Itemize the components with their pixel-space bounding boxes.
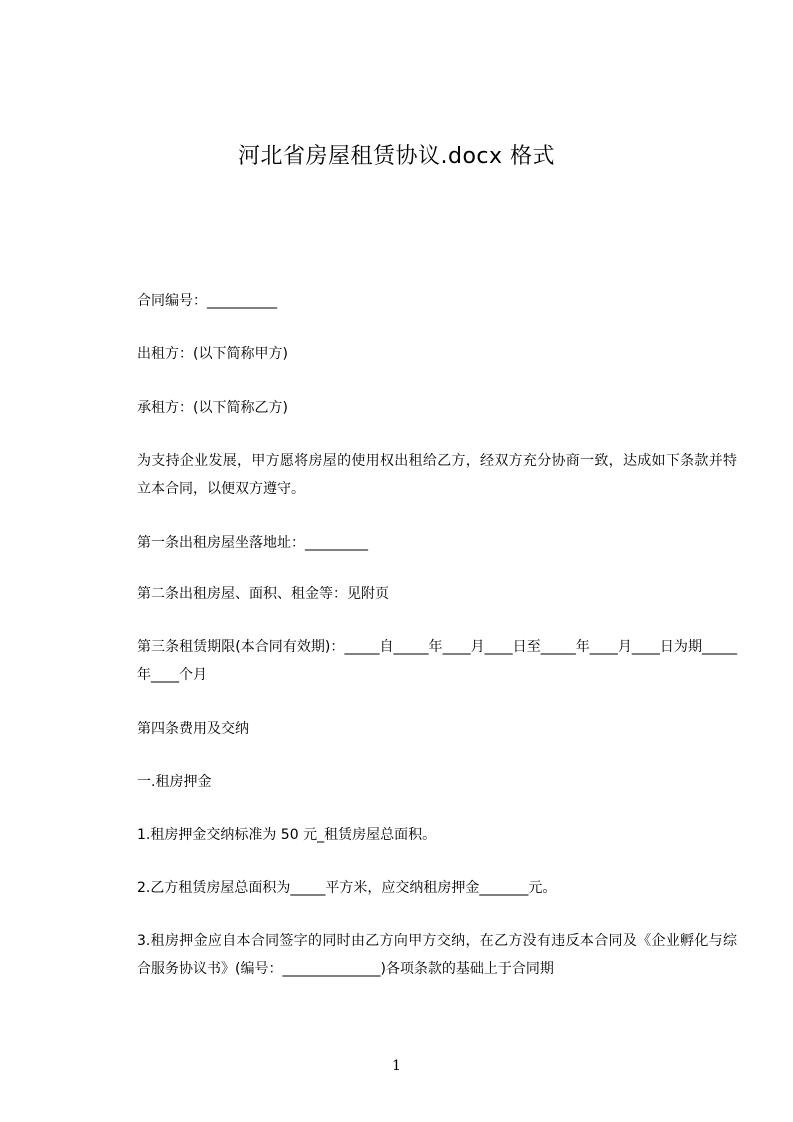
preamble-paragraph: 为支持企业发展，甲方愿将房屋的使用权出租给乙方，经双方充分协商一致，达成如下条款并特立本合同，以便双方遵守。 — [137, 453, 737, 497]
lessee-line: 承租方：(以下简称乙方) — [137, 400, 288, 416]
deposit-clause-3: 3.租房押金应自本合同签字的同时由乙方向甲方交纳，在乙方没有违反本合同及《企业孵化与综合服务协议书》(编号：______________)各项条款的基础上于合同期 — [137, 933, 737, 977]
contract-number: 合同编号：__________ — [137, 293, 277, 309]
page-number: 1 — [392, 1058, 401, 1074]
section-deposit-heading: 一.租房押金 — [137, 774, 212, 790]
deposit-clause-1: 1.租房押金交纳标准为 50 元_租赁房屋总面积。 — [137, 827, 437, 843]
document-title: 河北省房屋租赁协议.docx 格式 — [237, 144, 556, 169]
article-2-area-rent: 第二条出租房屋、面积、租金等：见附页 — [137, 586, 389, 602]
lessor-line: 出租方：(以下简称甲方) — [137, 346, 288, 362]
article-3-lease-term: 第三条租赁期限(本合同有效期)：_____自_____年____月____日至_____年____月____日为期_____年____个月 — [137, 639, 737, 683]
article-4-heading: 第四条费用及交纳 — [137, 721, 249, 737]
article-1-address: 第一条出租房屋坐落地址：_________ — [137, 535, 368, 551]
deposit-clause-2: 2.乙方租赁房屋总面积为_____平方米，应交纳租房押金_______元。 — [137, 880, 557, 896]
